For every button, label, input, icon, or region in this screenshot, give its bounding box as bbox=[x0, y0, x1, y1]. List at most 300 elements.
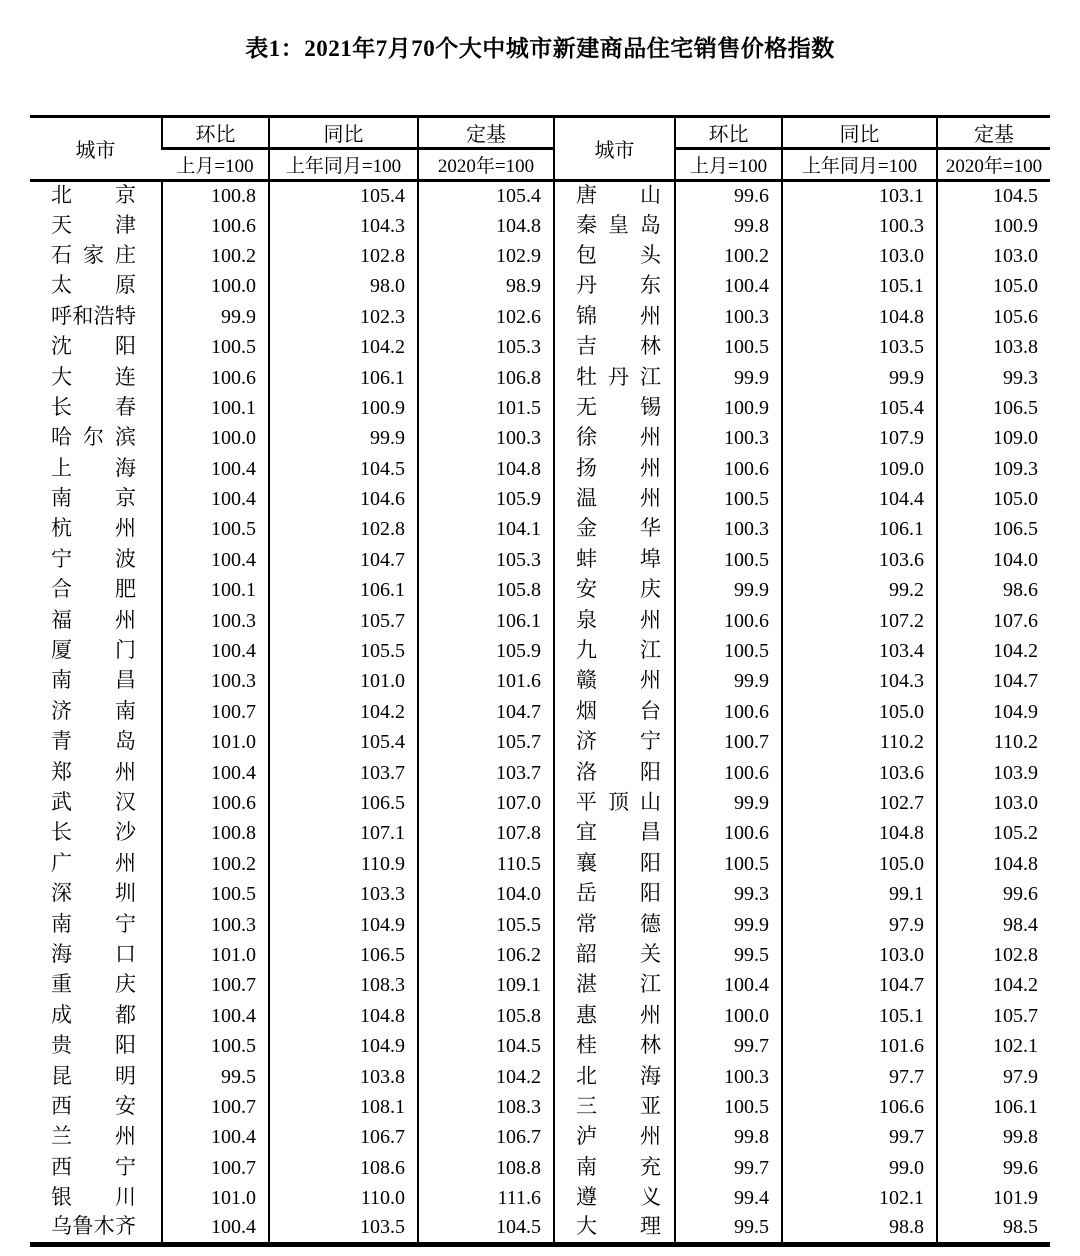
yoy-index-cell: 109.0 bbox=[782, 454, 937, 484]
mom-index-cell: 100.6 bbox=[675, 819, 782, 849]
fixed-base-index-cell: 108.3 bbox=[418, 1092, 554, 1122]
yoy-index-cell: 104.3 bbox=[782, 667, 937, 697]
mom-index-cell: 99.9 bbox=[675, 788, 782, 818]
fixed-base-index-cell: 107.8 bbox=[418, 819, 554, 849]
mom-index-cell: 100.8 bbox=[162, 181, 269, 211]
table-row bbox=[30, 576, 1050, 606]
yoy-index-cell: 106.5 bbox=[269, 940, 418, 970]
yoy-index-cell: 107.1 bbox=[269, 819, 418, 849]
mom-index-cell: 100.3 bbox=[675, 1062, 782, 1092]
table-row bbox=[30, 1183, 1050, 1213]
fixed-base-index-cell: 98.4 bbox=[937, 910, 1050, 940]
price-index-table bbox=[30, 115, 1050, 1247]
city-cell bbox=[554, 1031, 675, 1061]
city-name: 唐 山 bbox=[576, 182, 661, 207]
table-row bbox=[30, 758, 1050, 788]
header-row-bases bbox=[30, 149, 1050, 181]
header-city-right: 城市 bbox=[554, 117, 675, 181]
fixed-base-index-cell: 101.6 bbox=[418, 667, 554, 697]
fixed-base-index-cell: 98.6 bbox=[937, 576, 1050, 606]
fixed-base-index-cell: 101.5 bbox=[418, 393, 554, 423]
city-name: 秦 皇 岛 bbox=[576, 212, 661, 237]
yoy-index-cell: 103.5 bbox=[269, 1214, 418, 1244]
city-name: 上 海 bbox=[51, 455, 136, 480]
fixed-base-index-cell: 105.7 bbox=[937, 1001, 1050, 1031]
fixed-base-index-cell: 105.0 bbox=[937, 484, 1050, 514]
city-cell bbox=[554, 363, 675, 393]
city-name: 包 头 bbox=[576, 242, 661, 267]
city-cell bbox=[554, 697, 675, 727]
fixed-base-index-cell: 101.9 bbox=[937, 1183, 1050, 1213]
mom-index-cell: 99.5 bbox=[675, 1214, 782, 1244]
fixed-base-index-cell: 104.5 bbox=[418, 1214, 554, 1244]
city-cell bbox=[30, 819, 162, 849]
yoy-index-cell: 102.1 bbox=[782, 1183, 937, 1213]
yoy-index-cell: 104.4 bbox=[782, 484, 937, 514]
mom-index-cell: 100.4 bbox=[162, 1214, 269, 1244]
city-cell bbox=[554, 1214, 675, 1244]
mom-index-cell: 100.6 bbox=[162, 211, 269, 241]
city-name: 丹 东 bbox=[576, 273, 661, 298]
city-cell bbox=[30, 211, 162, 241]
mom-index-cell: 100.5 bbox=[162, 515, 269, 545]
fixed-base-index-cell: 103.0 bbox=[937, 788, 1050, 818]
city-name: 泉 州 bbox=[576, 607, 661, 632]
yoy-index-cell: 103.8 bbox=[269, 1062, 418, 1092]
city-name: 北 海 bbox=[576, 1063, 661, 1088]
yoy-index-cell: 110.2 bbox=[782, 728, 937, 758]
city-cell bbox=[30, 1062, 162, 1092]
mom-index-cell: 100.4 bbox=[675, 971, 782, 1001]
city-cell bbox=[554, 211, 675, 241]
city-name: 襄 阳 bbox=[576, 850, 661, 875]
city-name: 青 岛 bbox=[51, 729, 136, 754]
fixed-base-index-cell: 105.9 bbox=[418, 484, 554, 514]
fixed-base-index-cell: 100.3 bbox=[418, 424, 554, 454]
table-row bbox=[30, 788, 1050, 818]
header-yoy-base-left: 上年同月=100 bbox=[269, 149, 418, 181]
table-row bbox=[30, 1214, 1050, 1244]
city-name: 南 宁 bbox=[51, 911, 136, 936]
mom-index-cell: 100.4 bbox=[162, 758, 269, 788]
mom-index-cell: 100.6 bbox=[162, 788, 269, 818]
yoy-index-cell: 99.9 bbox=[782, 363, 937, 393]
mom-index-cell: 100.5 bbox=[162, 1031, 269, 1061]
city-name: 乌 鲁 木 齐 bbox=[51, 1214, 136, 1239]
header-city-left: 城市 bbox=[30, 117, 162, 181]
fixed-base-index-cell: 106.8 bbox=[418, 363, 554, 393]
mom-index-cell: 100.6 bbox=[675, 697, 782, 727]
mom-index-cell: 99.3 bbox=[675, 879, 782, 909]
yoy-index-cell: 105.5 bbox=[269, 636, 418, 666]
fixed-base-index-cell: 104.0 bbox=[937, 545, 1050, 575]
mom-index-cell: 99.6 bbox=[675, 181, 782, 211]
fixed-base-index-cell: 109.1 bbox=[418, 971, 554, 1001]
fixed-base-index-cell: 98.9 bbox=[418, 272, 554, 302]
yoy-index-cell: 104.5 bbox=[269, 454, 418, 484]
fixed-base-index-cell: 103.7 bbox=[418, 758, 554, 788]
yoy-index-cell: 104.2 bbox=[269, 332, 418, 362]
table-row bbox=[30, 606, 1050, 636]
fixed-base-index-cell: 105.3 bbox=[418, 545, 554, 575]
yoy-index-cell: 104.8 bbox=[782, 819, 937, 849]
city-cell bbox=[30, 393, 162, 423]
city-name: 呼 和 浩 特 bbox=[51, 303, 136, 328]
yoy-index-cell: 106.1 bbox=[269, 576, 418, 606]
fixed-base-index-cell: 106.2 bbox=[418, 940, 554, 970]
table-row bbox=[30, 545, 1050, 575]
table-row bbox=[30, 879, 1050, 909]
city-name: 银 川 bbox=[51, 1185, 136, 1210]
city-name: 温 州 bbox=[576, 486, 661, 511]
yoy-index-cell: 103.6 bbox=[782, 758, 937, 788]
header-fixed-left: 定基 bbox=[418, 117, 554, 149]
table-row bbox=[30, 697, 1050, 727]
yoy-index-cell: 99.1 bbox=[782, 879, 937, 909]
fixed-base-index-cell: 107.6 bbox=[937, 606, 1050, 636]
city-name: 岳 阳 bbox=[576, 881, 661, 906]
mom-index-cell: 100.5 bbox=[675, 545, 782, 575]
table-row bbox=[30, 1153, 1050, 1183]
mom-index-cell: 99.9 bbox=[675, 910, 782, 940]
fixed-base-index-cell: 99.3 bbox=[937, 363, 1050, 393]
fixed-base-index-cell: 99.6 bbox=[937, 879, 1050, 909]
fixed-base-index-cell: 102.6 bbox=[418, 302, 554, 332]
city-name: 海 口 bbox=[51, 941, 136, 966]
mom-index-cell: 100.3 bbox=[675, 302, 782, 332]
city-name: 武 汉 bbox=[51, 790, 136, 814]
yoy-index-cell: 103.4 bbox=[782, 636, 937, 666]
mom-index-cell: 99.4 bbox=[675, 1183, 782, 1213]
city-name: 锦 州 bbox=[576, 303, 661, 328]
fixed-base-index-cell: 103.0 bbox=[937, 241, 1050, 271]
city-cell bbox=[30, 606, 162, 636]
city-cell bbox=[554, 849, 675, 879]
fixed-base-index-cell: 105.4 bbox=[418, 181, 554, 211]
city-name: 徐 州 bbox=[576, 425, 661, 450]
fixed-base-index-cell: 104.5 bbox=[418, 1031, 554, 1061]
fixed-base-index-cell: 105.5 bbox=[418, 910, 554, 940]
city-name: 沈 阳 bbox=[51, 334, 136, 359]
city-name: 太 原 bbox=[51, 273, 136, 298]
city-name: 南 京 bbox=[51, 486, 136, 511]
mom-index-cell: 101.0 bbox=[162, 728, 269, 758]
table-row bbox=[30, 849, 1050, 879]
city-name: 无 锡 bbox=[576, 394, 661, 419]
city-cell bbox=[30, 302, 162, 332]
mom-index-cell: 99.9 bbox=[675, 667, 782, 697]
mom-index-cell: 100.2 bbox=[675, 241, 782, 271]
header-fixed-base-right: 2020年=100 bbox=[937, 149, 1050, 181]
city-cell bbox=[554, 667, 675, 697]
mom-index-cell: 100.4 bbox=[675, 272, 782, 302]
header-fixed-right: 定基 bbox=[937, 117, 1050, 149]
fixed-base-index-cell: 105.3 bbox=[418, 332, 554, 362]
yoy-index-cell: 105.1 bbox=[782, 1001, 937, 1031]
mom-index-cell: 100.6 bbox=[162, 363, 269, 393]
yoy-index-cell: 99.7 bbox=[782, 1123, 937, 1153]
city-cell bbox=[30, 1092, 162, 1122]
city-name: 平 顶 山 bbox=[576, 790, 661, 814]
city-name: 大 理 bbox=[576, 1214, 661, 1239]
fixed-base-index-cell: 104.0 bbox=[418, 879, 554, 909]
city-name: 西 宁 bbox=[51, 1154, 136, 1179]
city-name: 三 亚 bbox=[576, 1093, 661, 1118]
mom-index-cell: 100.5 bbox=[675, 484, 782, 514]
fixed-base-index-cell: 109.0 bbox=[937, 424, 1050, 454]
city-name: 赣 州 bbox=[576, 668, 661, 693]
table-row bbox=[30, 667, 1050, 697]
city-name: 重 庆 bbox=[51, 972, 136, 997]
city-name: 济 宁 bbox=[576, 729, 661, 754]
yoy-index-cell: 105.1 bbox=[782, 272, 937, 302]
mom-index-cell: 100.5 bbox=[675, 332, 782, 362]
city-name: 南 昌 bbox=[51, 668, 136, 693]
yoy-index-cell: 105.4 bbox=[782, 393, 937, 423]
yoy-index-cell: 103.6 bbox=[782, 545, 937, 575]
city-cell bbox=[554, 302, 675, 332]
fixed-base-index-cell: 111.6 bbox=[418, 1183, 554, 1213]
city-name: 韶 关 bbox=[576, 941, 661, 966]
city-cell bbox=[554, 1001, 675, 1031]
fixed-base-index-cell: 102.1 bbox=[937, 1031, 1050, 1061]
yoy-index-cell: 110.0 bbox=[269, 1183, 418, 1213]
yoy-index-cell: 104.3 bbox=[269, 211, 418, 241]
yoy-index-cell: 107.2 bbox=[782, 606, 937, 636]
fixed-base-index-cell: 105.6 bbox=[937, 302, 1050, 332]
table-row bbox=[30, 302, 1050, 332]
city-name: 九 江 bbox=[576, 638, 661, 663]
table-row bbox=[30, 424, 1050, 454]
city-cell bbox=[30, 576, 162, 606]
fixed-base-index-cell: 98.5 bbox=[937, 1214, 1050, 1244]
yoy-index-cell: 99.0 bbox=[782, 1153, 937, 1183]
table-header bbox=[30, 117, 1050, 181]
city-cell bbox=[30, 940, 162, 970]
yoy-index-cell: 104.8 bbox=[269, 1001, 418, 1031]
mom-index-cell: 100.1 bbox=[162, 393, 269, 423]
city-name: 安 庆 bbox=[576, 577, 661, 602]
yoy-index-cell: 106.5 bbox=[269, 788, 418, 818]
yoy-index-cell: 108.6 bbox=[269, 1153, 418, 1183]
yoy-index-cell: 105.0 bbox=[782, 697, 937, 727]
mom-index-cell: 101.0 bbox=[162, 940, 269, 970]
table-row bbox=[30, 1092, 1050, 1122]
yoy-index-cell: 99.2 bbox=[782, 576, 937, 606]
mom-index-cell: 100.7 bbox=[162, 971, 269, 1001]
city-name: 昆 明 bbox=[51, 1063, 136, 1088]
city-cell bbox=[30, 1183, 162, 1213]
mom-index-cell: 100.6 bbox=[675, 758, 782, 788]
city-name: 常 德 bbox=[576, 911, 661, 936]
mom-index-cell: 100.7 bbox=[675, 728, 782, 758]
yoy-index-cell: 103.5 bbox=[782, 332, 937, 362]
city-cell bbox=[554, 1123, 675, 1153]
yoy-index-cell: 104.9 bbox=[269, 910, 418, 940]
yoy-index-cell: 98.8 bbox=[782, 1214, 937, 1244]
mom-index-cell: 100.0 bbox=[162, 424, 269, 454]
mom-index-cell: 99.7 bbox=[675, 1153, 782, 1183]
city-name: 贵 阳 bbox=[51, 1033, 136, 1058]
mom-index-cell: 100.7 bbox=[162, 697, 269, 727]
city-name: 大 连 bbox=[51, 364, 136, 389]
yoy-index-cell: 97.9 bbox=[782, 910, 937, 940]
city-name: 宁 波 bbox=[51, 546, 136, 571]
table-row bbox=[30, 1031, 1050, 1061]
mom-index-cell: 100.0 bbox=[162, 272, 269, 302]
fixed-base-index-cell: 103.8 bbox=[937, 332, 1050, 362]
city-cell bbox=[554, 1092, 675, 1122]
mom-index-cell: 100.4 bbox=[162, 1001, 269, 1031]
city-name: 泸 州 bbox=[576, 1124, 661, 1149]
fixed-base-index-cell: 105.9 bbox=[418, 636, 554, 666]
city-name: 厦 门 bbox=[51, 638, 136, 663]
mom-index-cell: 100.7 bbox=[162, 1092, 269, 1122]
table-row bbox=[30, 728, 1050, 758]
mom-index-cell: 100.5 bbox=[162, 879, 269, 909]
yoy-index-cell: 103.3 bbox=[269, 879, 418, 909]
header-fixed-base-left: 2020年=100 bbox=[418, 149, 554, 181]
fixed-base-index-cell: 105.8 bbox=[418, 1001, 554, 1031]
city-name: 兰 州 bbox=[51, 1124, 136, 1149]
yoy-index-cell: 106.6 bbox=[782, 1092, 937, 1122]
yoy-index-cell: 104.7 bbox=[782, 971, 937, 1001]
mom-index-cell: 99.5 bbox=[162, 1062, 269, 1092]
header-mom-base-right: 上月=100 bbox=[675, 149, 782, 181]
fixed-base-index-cell: 104.5 bbox=[937, 181, 1050, 211]
mom-index-cell: 99.8 bbox=[675, 1123, 782, 1153]
yoy-index-cell: 101.0 bbox=[269, 667, 418, 697]
city-cell bbox=[30, 971, 162, 1001]
city-cell bbox=[554, 1183, 675, 1213]
fixed-base-index-cell: 107.0 bbox=[418, 788, 554, 818]
city-cell bbox=[554, 484, 675, 514]
city-name: 郑 州 bbox=[51, 759, 136, 784]
fixed-base-index-cell: 103.9 bbox=[937, 758, 1050, 788]
mom-index-cell: 100.3 bbox=[162, 606, 269, 636]
city-cell bbox=[554, 454, 675, 484]
yoy-index-cell: 104.9 bbox=[269, 1031, 418, 1061]
table-row bbox=[30, 393, 1050, 423]
header-mom-base-left: 上月=100 bbox=[162, 149, 269, 181]
mom-index-cell: 100.7 bbox=[162, 1153, 269, 1183]
mom-index-cell: 100.3 bbox=[675, 515, 782, 545]
mom-index-cell: 99.8 bbox=[675, 211, 782, 241]
city-cell bbox=[30, 241, 162, 271]
yoy-index-cell: 102.8 bbox=[269, 241, 418, 271]
fixed-base-index-cell: 110.5 bbox=[418, 849, 554, 879]
city-name: 宜 昌 bbox=[576, 820, 661, 845]
fixed-base-index-cell: 106.1 bbox=[418, 606, 554, 636]
yoy-index-cell: 104.2 bbox=[269, 697, 418, 727]
table-row bbox=[30, 819, 1050, 849]
fixed-base-index-cell: 97.9 bbox=[937, 1062, 1050, 1092]
city-name: 济 南 bbox=[51, 698, 136, 723]
city-cell bbox=[554, 515, 675, 545]
fixed-base-index-cell: 104.2 bbox=[418, 1062, 554, 1092]
city-cell bbox=[554, 971, 675, 1001]
yoy-index-cell: 100.3 bbox=[782, 211, 937, 241]
city-cell bbox=[554, 332, 675, 362]
mom-index-cell: 100.1 bbox=[162, 576, 269, 606]
yoy-index-cell: 103.0 bbox=[782, 940, 937, 970]
fixed-base-index-cell: 104.8 bbox=[418, 454, 554, 484]
city-cell bbox=[554, 424, 675, 454]
city-name: 扬 州 bbox=[576, 455, 661, 480]
yoy-index-cell: 110.9 bbox=[269, 849, 418, 879]
mom-index-cell: 100.5 bbox=[162, 332, 269, 362]
city-cell bbox=[30, 424, 162, 454]
mom-index-cell: 100.4 bbox=[162, 545, 269, 575]
city-name: 遵 义 bbox=[576, 1185, 661, 1210]
table-row bbox=[30, 332, 1050, 362]
yoy-index-cell: 106.1 bbox=[782, 515, 937, 545]
city-cell bbox=[554, 758, 675, 788]
table-row bbox=[30, 940, 1050, 970]
city-cell bbox=[554, 636, 675, 666]
fixed-base-index-cell: 108.8 bbox=[418, 1153, 554, 1183]
city-name: 惠 州 bbox=[576, 1002, 661, 1027]
city-name: 杭 州 bbox=[51, 516, 136, 541]
city-cell bbox=[30, 1153, 162, 1183]
fixed-base-index-cell: 106.7 bbox=[418, 1123, 554, 1153]
yoy-index-cell: 102.8 bbox=[269, 515, 418, 545]
city-cell bbox=[554, 788, 675, 818]
table-row bbox=[30, 272, 1050, 302]
city-cell bbox=[554, 272, 675, 302]
city-name: 哈 尔 滨 bbox=[51, 425, 136, 450]
fixed-base-index-cell: 105.7 bbox=[418, 728, 554, 758]
city-name: 成 都 bbox=[51, 1002, 136, 1027]
city-cell bbox=[30, 667, 162, 697]
table-row bbox=[30, 454, 1050, 484]
header-row-groups bbox=[30, 117, 1050, 149]
city-name: 广 州 bbox=[51, 850, 136, 875]
fixed-base-index-cell: 105.2 bbox=[937, 819, 1050, 849]
city-name: 北 京 bbox=[51, 182, 136, 207]
mom-index-cell: 100.3 bbox=[162, 667, 269, 697]
yoy-index-cell: 107.9 bbox=[782, 424, 937, 454]
table-row bbox=[30, 363, 1050, 393]
mom-index-cell: 100.2 bbox=[162, 849, 269, 879]
city-cell bbox=[554, 728, 675, 758]
fixed-base-index-cell: 105.8 bbox=[418, 576, 554, 606]
yoy-index-cell: 100.9 bbox=[269, 393, 418, 423]
city-name: 长 春 bbox=[51, 394, 136, 419]
city-name: 洛 阳 bbox=[576, 759, 661, 784]
city-cell bbox=[554, 940, 675, 970]
fixed-base-index-cell: 104.8 bbox=[937, 849, 1050, 879]
city-name: 天 津 bbox=[51, 212, 136, 237]
table-row bbox=[30, 1123, 1050, 1153]
header-yoy-left: 同比 bbox=[269, 117, 418, 149]
city-name: 吉 林 bbox=[576, 334, 661, 359]
mom-index-cell: 99.9 bbox=[675, 363, 782, 393]
city-cell bbox=[554, 819, 675, 849]
mom-index-cell: 99.7 bbox=[675, 1031, 782, 1061]
fixed-base-index-cell: 104.2 bbox=[937, 971, 1050, 1001]
fixed-base-index-cell: 102.9 bbox=[418, 241, 554, 271]
city-cell bbox=[554, 241, 675, 271]
city-cell bbox=[554, 545, 675, 575]
mom-index-cell: 100.5 bbox=[675, 849, 782, 879]
fixed-base-index-cell: 104.2 bbox=[937, 636, 1050, 666]
yoy-index-cell: 108.3 bbox=[269, 971, 418, 1001]
city-cell bbox=[30, 728, 162, 758]
city-cell bbox=[30, 363, 162, 393]
mom-index-cell: 100.4 bbox=[162, 1123, 269, 1153]
city-name: 牡 丹 江 bbox=[576, 364, 661, 389]
